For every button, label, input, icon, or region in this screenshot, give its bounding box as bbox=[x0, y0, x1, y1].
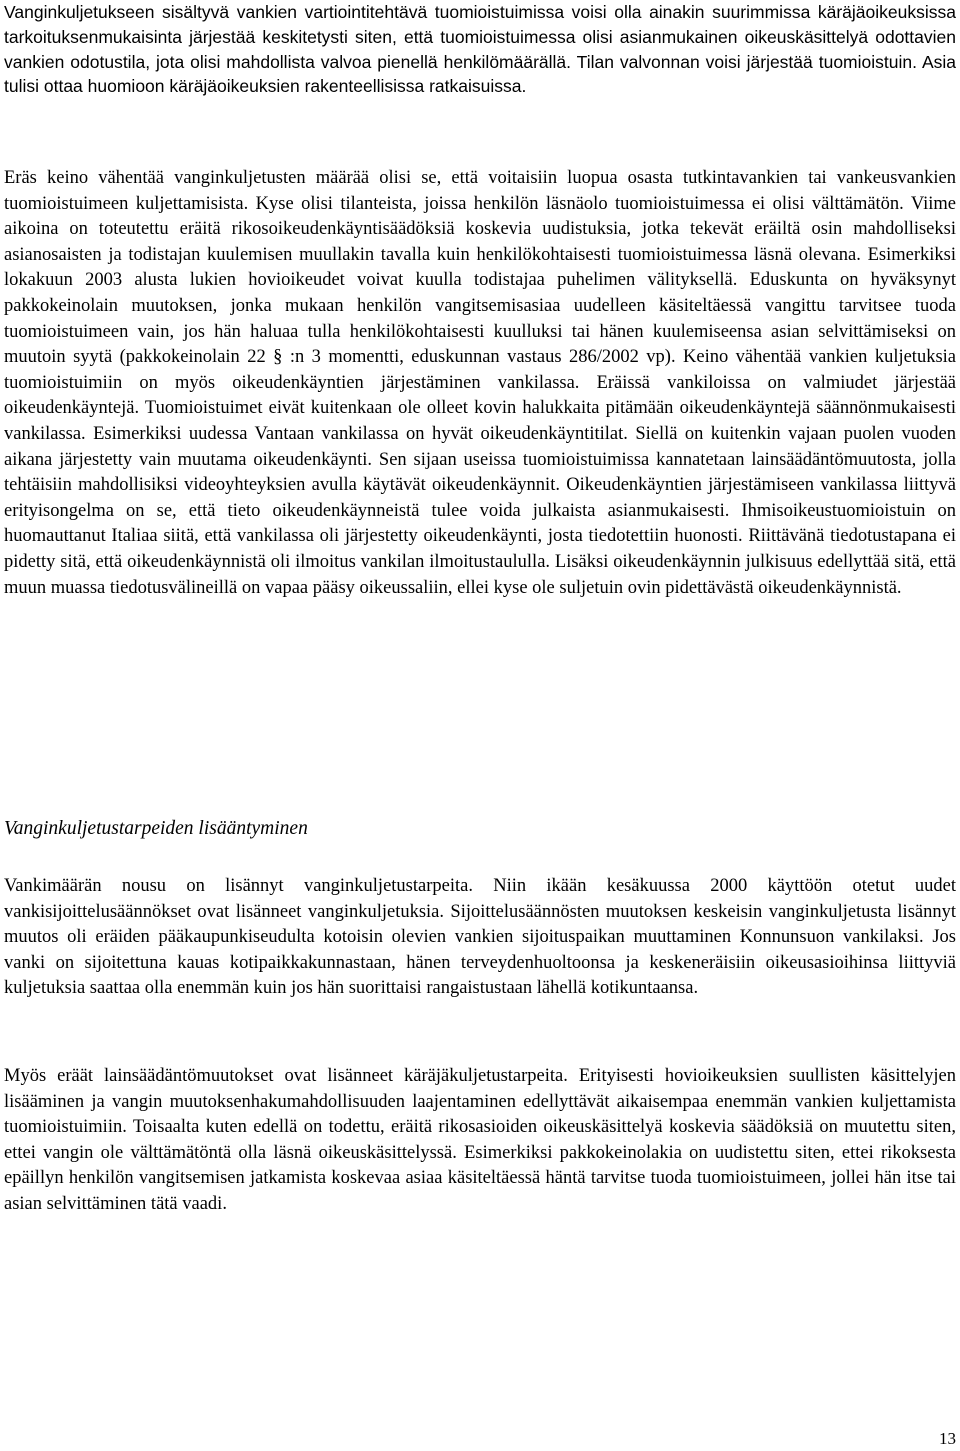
paragraph-legislative-changes: Myös eräät lainsäädäntömuutokset ovat lisänneet käräjäkuljetustarpeita. Erityisesti hovioikeuksien suullisten käsittelyjen lisääminen ja vangin muutoksenhakumahdollisuuden laajentaminen edellyttävät aikaisempaa enemmän vankien kuljettamista tuomioistuimiin. Toisaalta kuten edellä on todettu, eräitä rikosasioiden oikeuskäsittelyä koskevia säädöksiä on muutettu siten, ettei vangin ole välttämätöntä olla läsnä oikeuskäsittelyssä. Esimerkiksi pakkokeinolakia on uudistettu siten, ettei rikoksesta epäillyn henkilön vangitsemisen jatkamista koskevaa asiaa käsiteltäessä häntä tarvitse tuoda tuomioistuimeen, jollei hän itse tai asian selvittäminen tätä vaadi. bbox=[4, 1066, 956, 1214]
section-heading: Vanginkuljetustarpeiden lisääntyminen bbox=[4, 818, 308, 839]
page-number: 13 bbox=[939, 1429, 956, 1448]
paragraph-prisoner-guarding: Vanginkuljetukseen sisältyvä vankien vartiointitehtävä tuomioistuimissa voisi olla ainakin suurimmissa käräjäoikeuksissa tarkoituksenmukaisinta järjestää keskitetysti siten, että tuomioistuimessa olisi asianmukainen oikeuskäsittelyä odottavien vankien odotustila, jota olisi mahdollista valvoa pienellä henkilömäärällä. Tilan valvonnan voisi järjestää tuomioistuin. Asia tulisi ottaa huomioon käräjäoikeuksien rakenteellisissa ratkaisuissa. bbox=[4, 2, 956, 97]
paragraph-reducing-transports: Eräs keino vähentää vanginkuljetusten määrää olisi se, että voitaisiin luopua osasta tutkintavankien tai vankeusvankien tuomioistuimeen kuljettamisista. Kyse olisi tilanteista, joissa henkilön läsnäolo tuomioistuimessa ei olisi välttämätön. Viime aikoina on toteutettu eräitä rikosoikeudenkäyntisäädöksiä koskevia uudistuksia, jotka tekevät eräiltä osin mahdolliseksi asianosaisten ja todistajan kuulemisen muullakin tavalla kuin henkilökohtaisesti tuomioistuimessa läsnä olevana. Esimerkiksi lokakuun 2003 alusta lukien hovioikeudet voivat kuulla todistajaa puhelimen välityksellä. Eduskunta on hyväksynyt pakkokeinolain muutoksen, jonka mukaan henkilön vangitsemisasiaa uudelleen käsiteltäessä vangittu tarvitsee tuoda tuomioistuimeen vain, jos hän haluaa tulla henkilökohtaisesti kuulluksi tai hänen kuulemiseensa asian selvittämiseksi on muutoin syytä (pakkokeinolain 22 § :n 3 momentti, eduskunnan vastaus 286/2002 vp). Keino vähentää vankien kuljetuksia tuomioistuimiin on myös oikeudenkäyntien järjestäminen vankilassa. Eräissä vankiloissa on valmiudet järjestää oikeudenkäyntejä. Tuomioistuimet eivät kuitenkaan ole olleet kovin halukkaita pitämään oikeudenkäyntejä säännönmukaisesti vankilassa. Esimerkiksi uudessa Vantaan vankilassa on hyvät oikeudenkäyntitilat. Siellä on kuitenkin vajaan puolen vuoden aikana järjestetty vain muutama oikeudenkäynti. Sen sijaan useissa tuomioistuimissa kannatetaan lainsäädäntömuutosta, jolla tehtäisiin mahdollisiksi videoyhteyksien avulla käytävät oikeudenkäynnit. Oikeudenkäyntien järjestämiseen vankilassa liittyvä erityisongelma on se, että tieto oikeudenkäynneistä tulee voida julkaista asianmukaisesti. Ihmisoikeustuomioistuin on huomauttanut Italiaa siitä, että vankilassa oli järjestetty oikeudenkäynti, josta tiedotettiin huonosti. Riittävänä tiedotustapana ei pidetty sitä, että oikeudenkäynnistä oli ilmoitus vankilan ilmoitustaululla. Lisäksi oikeudenkäynnin julkisuus edellyttää sitä, että muun muassa tiedotusvälineillä on vapaa pääsy oikeussaliin, ellei kyse ole suljetuin ovin pidettävästä oikeudenkäynnistä. bbox=[4, 168, 956, 598]
paragraph-prisoner-count-increase: Vankimäärän nousu on lisännyt vanginkuljetustarpeita. Niin ikään kesäkuussa 2000 käyttöön otetut uudet vankisijoittelusäännökset ovat lisänneet vanginkuljetuksia. Sijoittelusäännösten muutoksen keskeisin vanginkuljetusta lisännyt muutos oli eräiden pääkaupunkiseudulta kotoisin olevien vankien sijoituspaikan muuttaminen Konnunsuon vankilaksi. Jos vanki on sijoitettuna kauas kotipaikkakunnastaan, hänen terveydenhuoltoonsa ja keskeneräisiin oikeusasioihinsa liittyviä kuljetuksia saattaa olla enemmän kuin jos hän suorittaisi rangaistustaan lähellä kotikuntaansa. bbox=[4, 876, 956, 999]
